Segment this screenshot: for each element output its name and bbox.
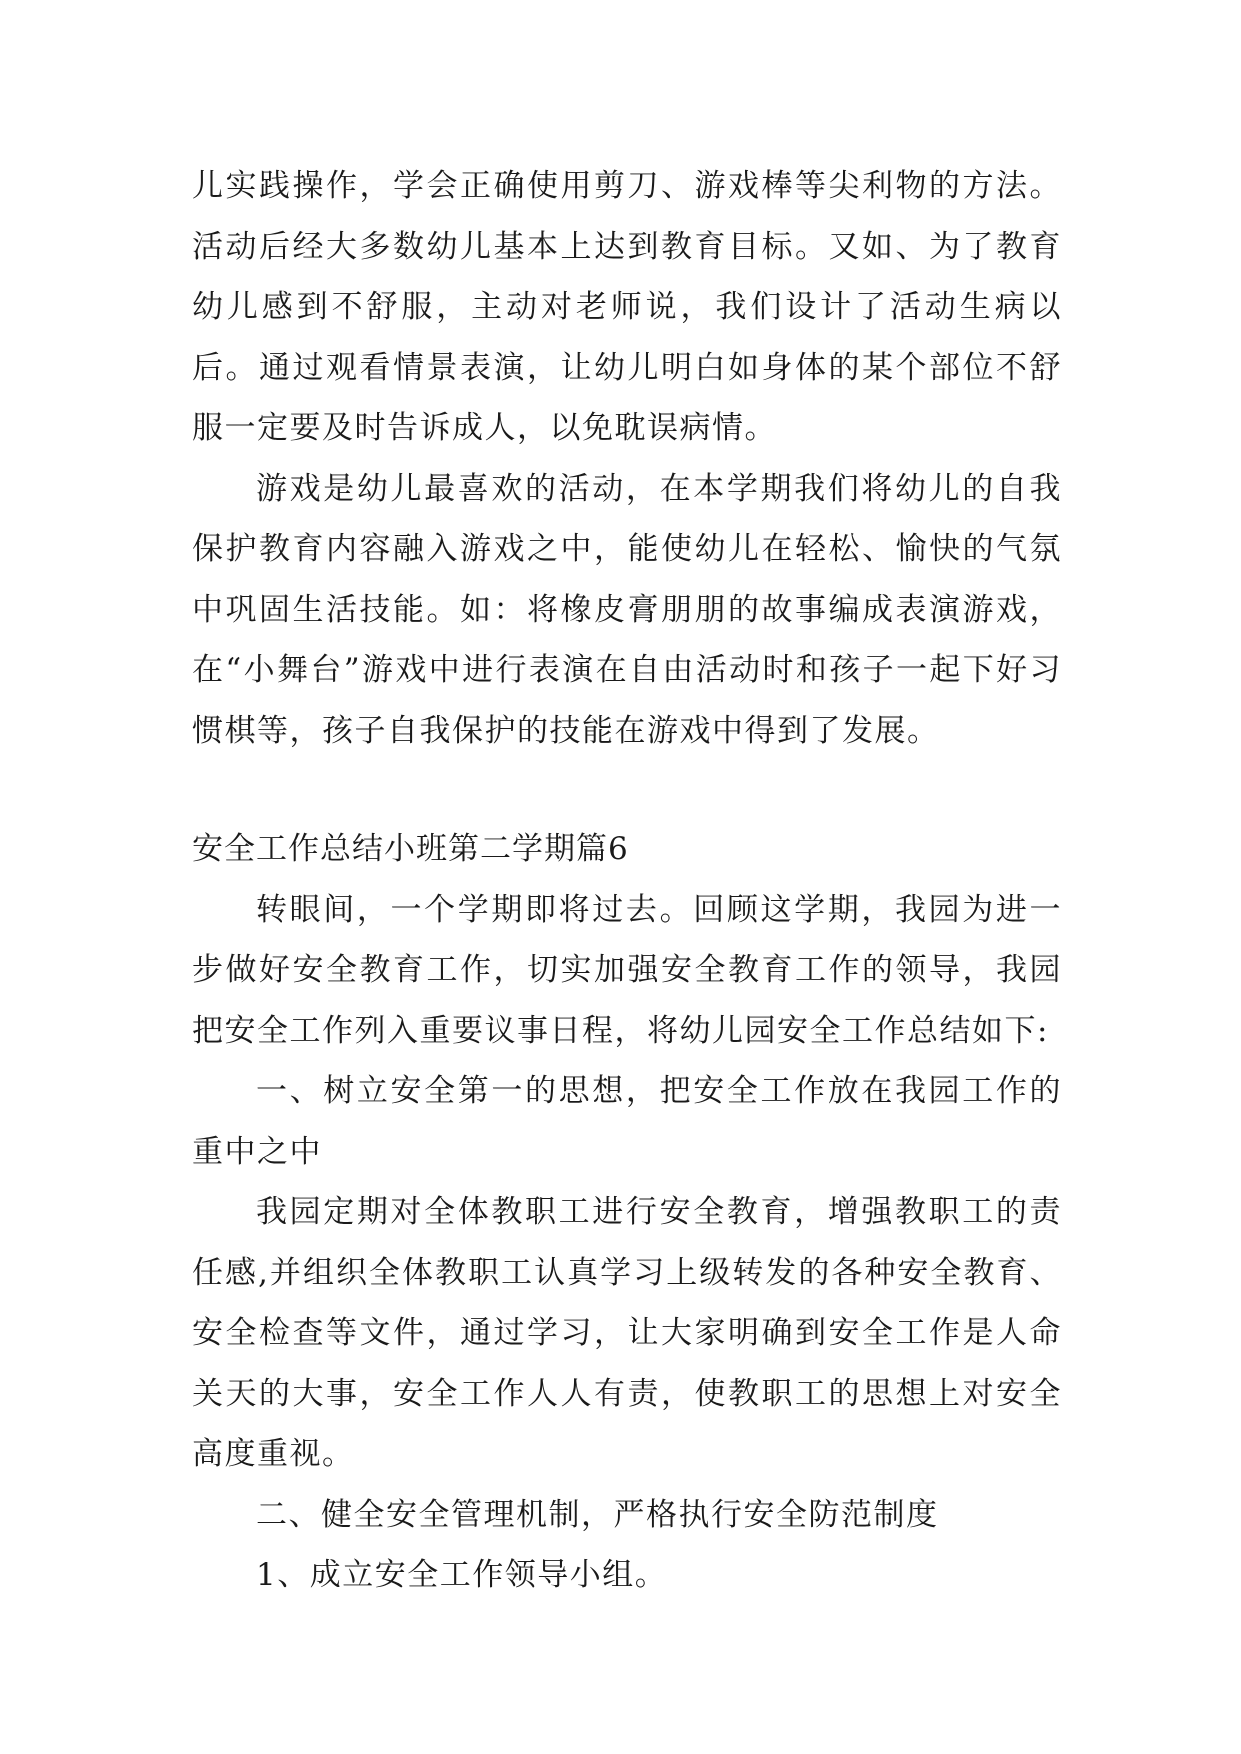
heading-one: 一、树立安全第一的思想，把安全工作放在我园工作的重中之中 [192, 1073, 1062, 1170]
paragraph-continuation: 儿实践操作，学会正确使用剪刀、游戏棒等尖利物的方法。活动后经大多数幼儿基本上达到教育目标。又如、为了教育幼儿感到不舒服，主动对老师说，我们设计了活动生病以后。通过观看情景表演，让幼儿明白如身体的某个部位不舒服一定要及时告诉成人，以免耽误病情。 [192, 168, 1062, 446]
item-one: 1、成立安全工作领导小组。 [256, 1557, 668, 1593]
section-title: 安全工作总结小班第二学期篇6 [192, 831, 629, 867]
heading-two: 二、健全安全管理机制，严格执行安全防范制度 [256, 1496, 939, 1533]
paragraph-intro: 转眼间，一个学期即将过去。回顾这学期，我园为进一步做好安全教育工作，切实加强安全教育工作的领导，我园把安全工作列入重要议事日程，将幼儿园安全工作总结如下: [192, 891, 1062, 1049]
document-body [192, 156, 1062, 1606]
paragraph-games: 游戏是幼儿最喜欢的活动，在本学期我们将幼儿的自我保护教育内容融入游戏之中，能使幼儿在轻松、愉快的气氛中巩固生活技能。如：将橡皮膏朋朋的故事编成表演游戏，在“小舞台”游戏中进行表演在自由活动时和孩子一起下好习惯棋等，孩子自我保护的技能在游戏中得到了发展。 [192, 470, 1062, 749]
paragraph-staff-education: 我园定期对全体教职工进行安全教育，增强教职工的责任感,并组织全体教职工认真学习上级转发的各种安全教育、安全检查等文件，通过学习，让大家明确到安全工作是人命关天的大事，安全工作人人有责，使教职工的思想上对安全高度重视。 [192, 1194, 1062, 1472]
